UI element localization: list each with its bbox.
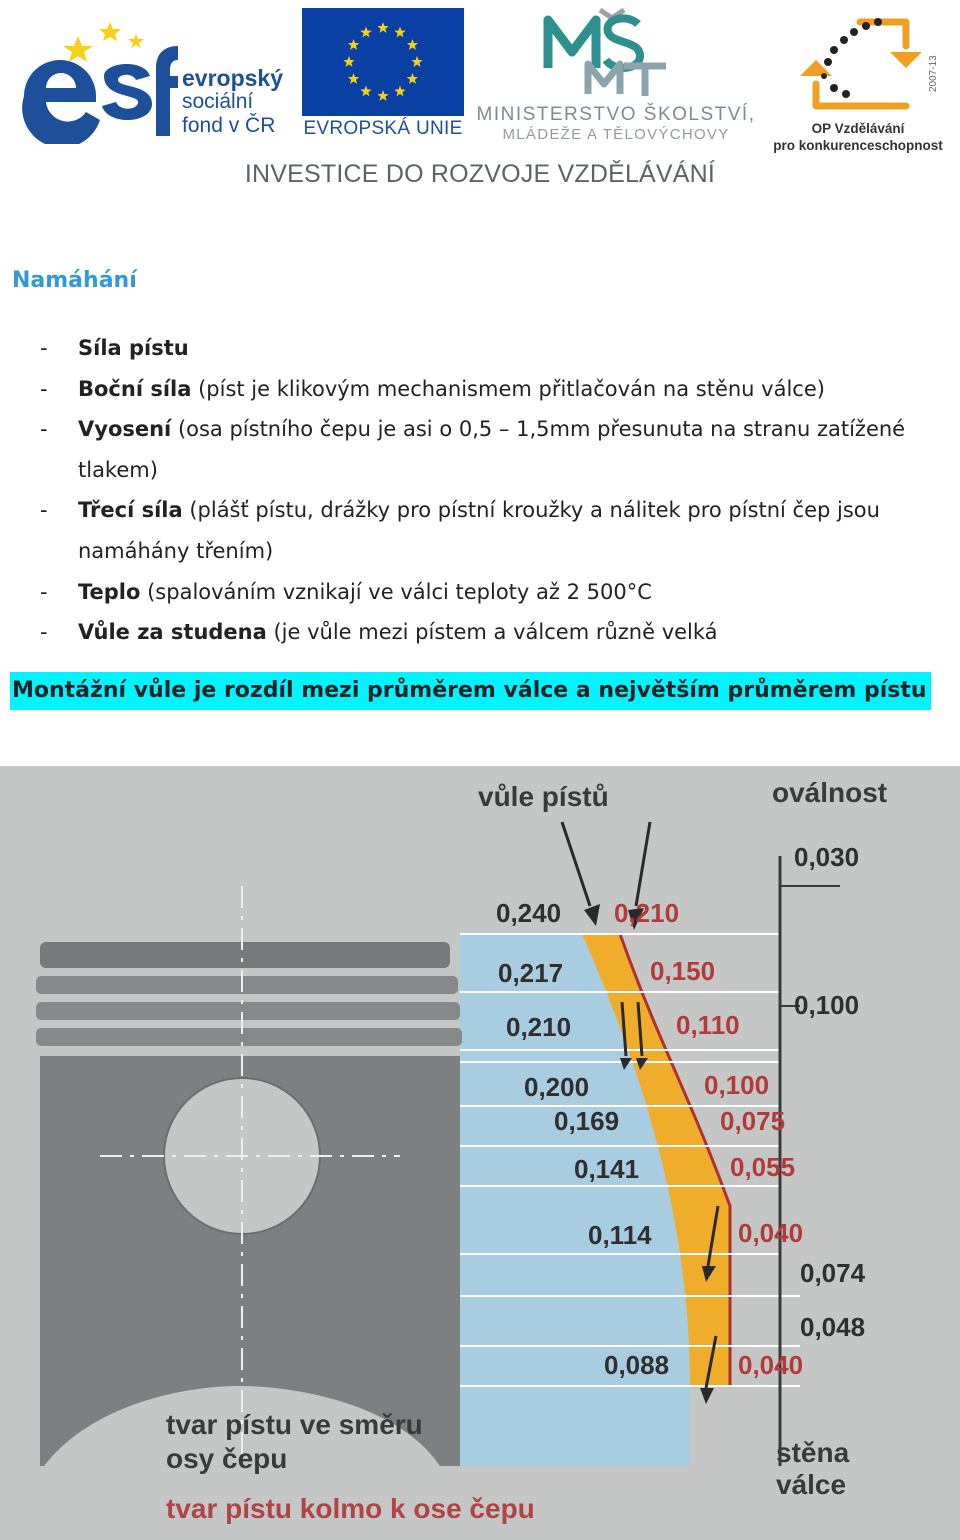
- eu-star-icon: [394, 85, 405, 96]
- list-item-text: (je vůle mezi pístem a válcem různě velká: [266, 620, 718, 645]
- mid-value: 0,210: [614, 898, 680, 928]
- op-years: 2007-13: [928, 55, 939, 92]
- op-logo: [760, 6, 956, 153]
- ovality-value: 0,048: [800, 1312, 866, 1342]
- list-item: [36, 612, 936, 653]
- label-wall-1: stěna: [776, 1437, 850, 1468]
- list-item: [36, 369, 936, 410]
- op-logo-mark: [760, 6, 956, 116]
- msmt-line1: MINISTERSTVO ŠKOLSTVÍ,: [476, 104, 756, 125]
- list-item-term: Teplo: [78, 579, 141, 604]
- mid-value: 0,040: [738, 1350, 804, 1380]
- esf-logo: [14, 8, 294, 148]
- list-dash: -: [40, 498, 48, 523]
- eu-flag-icon: [302, 8, 464, 116]
- list-item-term: Boční síla: [78, 376, 192, 401]
- eu-star-icon: [394, 27, 405, 38]
- list-item-text: (plášť pístu, drážky pro pístní kroužky a nálitek pro pístní čep jsou namáhány třením): [78, 498, 880, 563]
- eu-star-icon: [360, 85, 371, 96]
- highlighted-definition: Montážní vůle je rozdíl mezi průměrem válce a největším průměrem pístu: [10, 672, 931, 710]
- left-value: 0,114: [588, 1220, 652, 1250]
- eu-star-icon: [407, 73, 418, 84]
- list-dash: -: [40, 579, 48, 604]
- ovality-value: 0,100: [794, 990, 860, 1020]
- investice-tagline: INVESTICE DO ROZVOJE VZDĚLÁVÁNÍ: [244, 160, 716, 188]
- list-item-text: (osa pístního čepu je asi o 0,5 – 1,5mm přesunuta na stranu zatížené tlakem): [78, 417, 906, 482]
- ovality-value: 0,074: [800, 1258, 866, 1288]
- op-line1: OP Vzdělávání: [811, 121, 905, 136]
- piston-ring-3: [36, 1002, 460, 1020]
- list-item-term: Vyosení: [78, 417, 172, 442]
- left-value: 0,141: [574, 1154, 640, 1184]
- msmt-logo-mark: [476, 6, 756, 102]
- eu-star-icon: [348, 39, 359, 50]
- header-logos: [0, 0, 960, 210]
- mid-value: 0,040: [738, 1218, 804, 1248]
- list-item-text: (píst je klikovým mechanismem přitlačován na stěnu válce): [191, 376, 825, 401]
- stress-list: [36, 328, 936, 653]
- label-wall-2: válce: [776, 1469, 847, 1500]
- eu-label: EVROPSKÁ UNIE: [303, 118, 463, 139]
- mid-value: 0,110: [676, 1010, 740, 1040]
- eu-star-icon: [411, 56, 422, 67]
- label-clearance: vůle pístů: [478, 781, 609, 812]
- list-item: [36, 572, 936, 613]
- section-heading: Namáhání: [12, 268, 137, 293]
- list-dash: -: [40, 336, 48, 360]
- eu-star-icon: [348, 73, 359, 84]
- list-dash: -: [40, 376, 48, 401]
- eu-star-icon: [407, 39, 418, 50]
- eu-star-icon: [377, 90, 388, 101]
- list-item-term: Třecí síla: [78, 498, 183, 523]
- msmt-line2: MLÁDEŽE A TĚLOVÝCHOVY: [502, 126, 730, 143]
- label-perpendicular: tvar pístu kolmo k ose čepu: [166, 1493, 535, 1524]
- piston-ring-top: [40, 942, 450, 968]
- list-item-term: Síla pístu: [78, 336, 189, 360]
- list-item: [36, 409, 936, 490]
- ovality-value: 0,030: [794, 842, 860, 872]
- piston-ring-2: [36, 976, 458, 994]
- list-item-text: (spalováním vznikají ve válci teploty až 2 500°C: [140, 579, 652, 604]
- msmt-logo: [476, 6, 756, 146]
- mid-value: 0,055: [730, 1152, 796, 1182]
- mid-value: 0,100: [704, 1070, 770, 1100]
- left-value: 0,169: [554, 1106, 620, 1136]
- op-line2: pro konkurenceschopnost: [773, 138, 943, 153]
- list-item-term: Vůle za studena: [78, 620, 267, 645]
- piston-diagram: [0, 766, 960, 1540]
- label-pin-direction-1: tvar pístu ve směru: [166, 1409, 423, 1440]
- op-text: [760, 120, 956, 154]
- left-value: 0,240: [496, 898, 562, 928]
- list-item: [36, 490, 936, 571]
- eu-star-icon: [360, 27, 371, 38]
- list-dash: -: [40, 620, 48, 645]
- label-ovality: oválnost: [772, 777, 888, 808]
- list-dash: -: [40, 417, 48, 442]
- piston-ring-4: [36, 1028, 462, 1046]
- left-value: 0,200: [524, 1072, 590, 1102]
- eu-star-icon: [377, 22, 388, 33]
- list-item: [36, 328, 936, 369]
- left-value: 0,210: [506, 1012, 572, 1042]
- esf-line3: fond v ČR: [182, 114, 276, 137]
- esf-text: [182, 66, 297, 138]
- piston-clearance-figure: [0, 766, 960, 1540]
- left-value: 0,088: [604, 1350, 670, 1380]
- label-pin-direction-2: osy čepu: [166, 1443, 288, 1474]
- eu-star-icon: [343, 56, 354, 67]
- left-value: 0,217: [498, 958, 564, 988]
- eu-logo: [302, 8, 464, 142]
- esf-line2: sociální: [182, 90, 254, 113]
- mid-value: 0,075: [720, 1106, 786, 1136]
- mid-value: 0,150: [650, 956, 716, 986]
- esf-logo-mark: [18, 14, 178, 144]
- esf-line1: evropský: [182, 65, 284, 91]
